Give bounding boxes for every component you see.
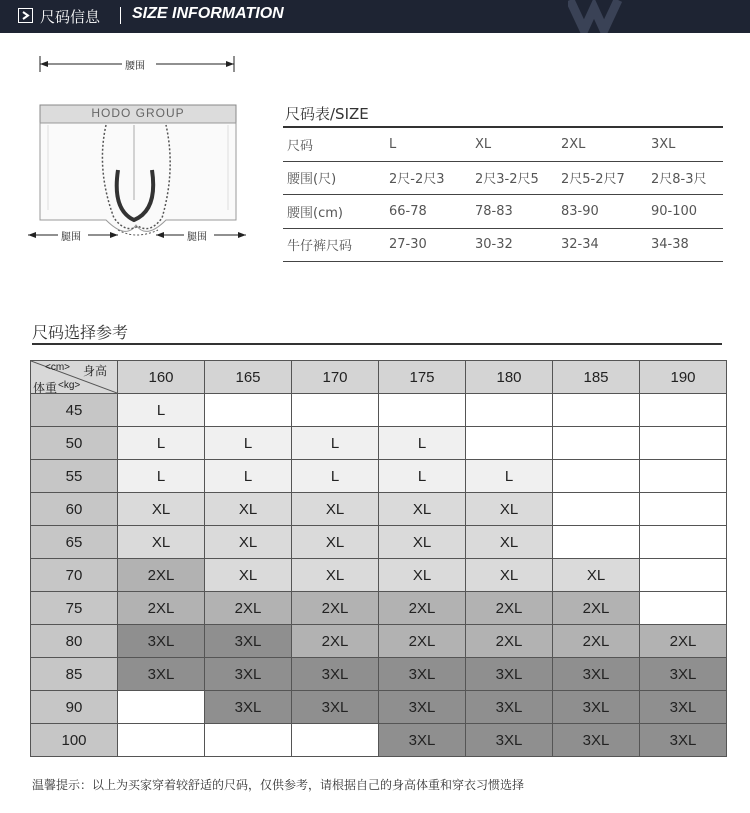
size-cell [205,394,292,427]
size-cell: 2XL [553,625,640,658]
size-cell: L [379,427,466,460]
size-cell: XL [292,493,379,526]
header-divider [120,7,121,24]
size-cell [640,394,727,427]
grid-row [31,493,727,526]
height-header: 180 [466,361,553,394]
brand-text: HODO GROUP [91,106,185,120]
size-cell [640,427,727,460]
weight-header: 70 [31,559,118,592]
size-cell: XL [292,526,379,559]
size-table-cell: L [385,128,471,161]
size-cell: 3XL [205,691,292,724]
size-cell: XL [379,493,466,526]
size-cell: L [292,427,379,460]
size-cell: 3XL [118,625,205,658]
size-cell: 2XL [118,559,205,592]
size-cell [553,526,640,559]
size-cell: 2XL [553,592,640,625]
size-cell [553,460,640,493]
size-cell: 2XL [379,625,466,658]
size-cell: L [118,394,205,427]
grid-header-row [31,361,727,394]
size-cell [553,394,640,427]
section-header [0,0,750,33]
weight-header: 65 [31,526,118,559]
height-header: 165 [205,361,292,394]
size-table-cell: 2XL [557,128,647,161]
size-cell: XL [466,559,553,592]
corner-height-label: 身高 [83,364,108,378]
size-cell: 2XL [466,625,553,658]
grid-row [31,427,727,460]
size-table-row [283,161,723,195]
grid-corner [31,361,118,394]
size-table-cell: 2尺5-2尺7 [557,161,647,195]
size-cell [466,427,553,460]
size-table-cell: 30-32 [471,228,557,262]
size-cell: 3XL [640,691,727,724]
size-cell: 3XL [640,724,727,757]
weight-header: 50 [31,427,118,460]
size-cell [553,427,640,460]
grid-row [31,691,727,724]
weight-header: 100 [31,724,118,757]
height-header: 190 [640,361,727,394]
size-cell: 3XL [379,724,466,757]
size-table-cell: 32-34 [557,228,647,262]
selection-title-rule [32,343,722,345]
tip-note: 温馨提示：以上为买家穿着较舒适的尺码，仅供参考，请根据自己的身高体重和穿衣习惯选择 [32,778,525,792]
size-cell: XL [205,493,292,526]
size-cell: 3XL [292,658,379,691]
waist-label: 腰围 [125,61,145,72]
size-table-row-label: 尺码 [283,128,385,161]
size-table-cell: 3XL [647,128,723,161]
measurement-diagram [26,50,256,250]
size-table-cell: 2尺-2尺3 [385,161,471,195]
size-cell: 2XL [118,592,205,625]
size-table-cell: XL [471,128,557,161]
size-cell [640,493,727,526]
size-table-cell: 78-83 [471,195,557,229]
size-table-row-label: 牛仔裤尺码 [283,228,385,262]
size-table-title: 尺码表/SIZE [285,105,369,123]
size-cell: 3XL [640,658,727,691]
size-cell [553,493,640,526]
size-cell: XL [466,526,553,559]
size-cell: 3XL [466,724,553,757]
size-cell [466,394,553,427]
size-cell: XL [205,526,292,559]
size-table-cell: 2尺8-3尺 [647,161,723,195]
chevron-right-icon [18,8,33,23]
size-table [283,128,723,262]
header-title-en: SIZE INFORMATION [132,5,284,22]
size-cell [640,559,727,592]
size-cell: L [466,460,553,493]
weight-header: 60 [31,493,118,526]
size-cell: 2XL [205,592,292,625]
size-cell: 3XL [205,625,292,658]
size-cell: 3XL [466,658,553,691]
grid-row [31,658,727,691]
size-table-row [283,128,723,161]
size-cell: L [118,427,205,460]
size-table-cell: 34-38 [647,228,723,262]
grid-row [31,526,727,559]
weight-header: 75 [31,592,118,625]
size-cell: L [205,427,292,460]
size-cell [640,460,727,493]
weight-header: 85 [31,658,118,691]
size-cell: 2XL [292,625,379,658]
size-cell: 3XL [118,658,205,691]
grid-row [31,394,727,427]
size-table-cell: 90-100 [647,195,723,229]
size-cell: XL [118,526,205,559]
size-table-row [283,195,723,229]
size-cell: 3XL [205,658,292,691]
size-cell: 3XL [553,691,640,724]
size-cell: XL [379,526,466,559]
size-cell: 3XL [379,691,466,724]
size-cell: 2XL [640,625,727,658]
size-cell [118,691,205,724]
header-title-cn: 尺码信息 [40,8,101,26]
size-cell: L [118,460,205,493]
size-table-row [283,228,723,262]
size-table-cell: 2尺3-2尺5 [471,161,557,195]
size-cell [292,724,379,757]
corner-kg-label: <kg> [58,380,81,391]
size-cell: XL [379,559,466,592]
size-cell: 3XL [553,658,640,691]
height-header: 175 [379,361,466,394]
grid-row [31,724,727,757]
weight-header: 55 [31,460,118,493]
grid-row [31,625,727,658]
size-cell: 2XL [292,592,379,625]
size-cell: XL [553,559,640,592]
size-table-cell: 83-90 [557,195,647,229]
selection-title: 尺码选择参考 [32,323,129,342]
weight-header: 45 [31,394,118,427]
height-header: 170 [292,361,379,394]
size-cell [118,724,205,757]
weight-header: 80 [31,625,118,658]
size-cell: 3XL [379,658,466,691]
size-cell: L [292,460,379,493]
grid-row [31,460,727,493]
size-cell [379,394,466,427]
size-cell: 2XL [466,592,553,625]
size-cell: 2XL [379,592,466,625]
size-table-row-label: 腰围(cm) [283,195,385,229]
size-selection-grid [30,360,727,757]
grid-row [31,559,727,592]
size-table-cell: 66-78 [385,195,471,229]
grid-row [31,592,727,625]
watermark-logo-icon [568,0,638,33]
size-cell: L [379,460,466,493]
size-cell: 3XL [292,691,379,724]
size-cell [640,526,727,559]
size-cell: XL [118,493,205,526]
size-cell [292,394,379,427]
corner-cm-label: <cm> [45,362,71,373]
corner-weight-label: 体重 [33,381,58,395]
size-cell [640,592,727,625]
leg-label-left: 腿围 [61,232,81,243]
size-cell: XL [205,559,292,592]
height-header: 185 [553,361,640,394]
size-cell: 3XL [466,691,553,724]
size-table-cell: 27-30 [385,228,471,262]
size-cell: XL [466,493,553,526]
leg-label-right: 腿围 [187,232,207,243]
size-cell: L [205,460,292,493]
size-cell: XL [292,559,379,592]
weight-header: 90 [31,691,118,724]
size-cell: 3XL [553,724,640,757]
height-header: 160 [118,361,205,394]
size-cell [205,724,292,757]
size-table-row-label: 腰围(尺) [283,161,385,195]
